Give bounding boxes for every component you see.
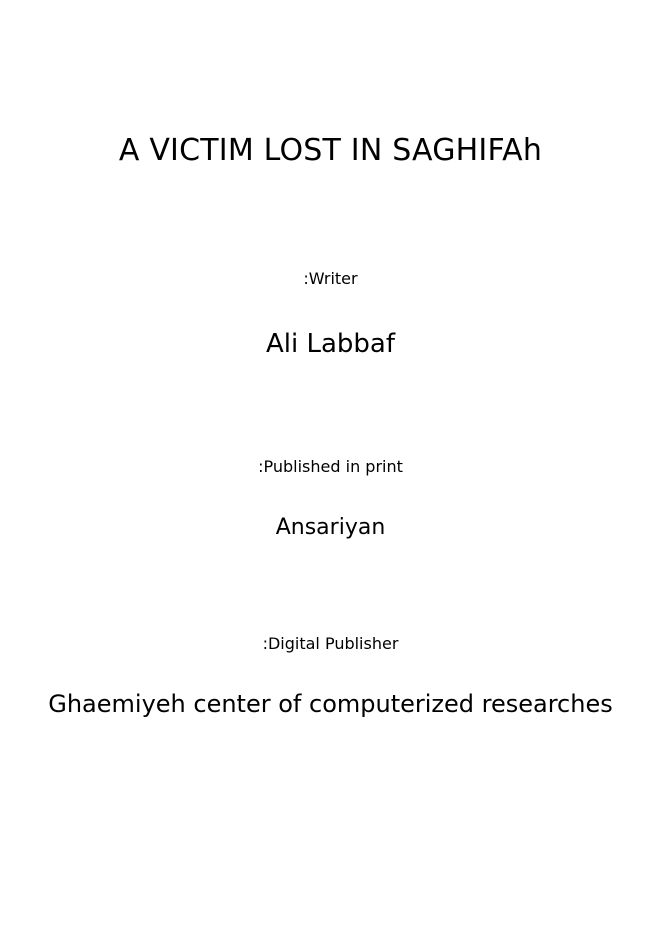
- print-publisher-name: Ansariyan: [275, 515, 386, 540]
- page-title: A VICTIM LOST IN SAGHIFAh: [118, 133, 543, 168]
- digital-publisher-label: :Digital Publisher: [262, 634, 399, 653]
- writer-name: Ali Labbaf: [265, 329, 395, 359]
- writer-label: :Writer: [303, 269, 358, 288]
- digital-publisher-name: Ghaemiyeh center of computerized researches: [48, 690, 613, 718]
- print-publication-label: :Published in print: [258, 457, 403, 476]
